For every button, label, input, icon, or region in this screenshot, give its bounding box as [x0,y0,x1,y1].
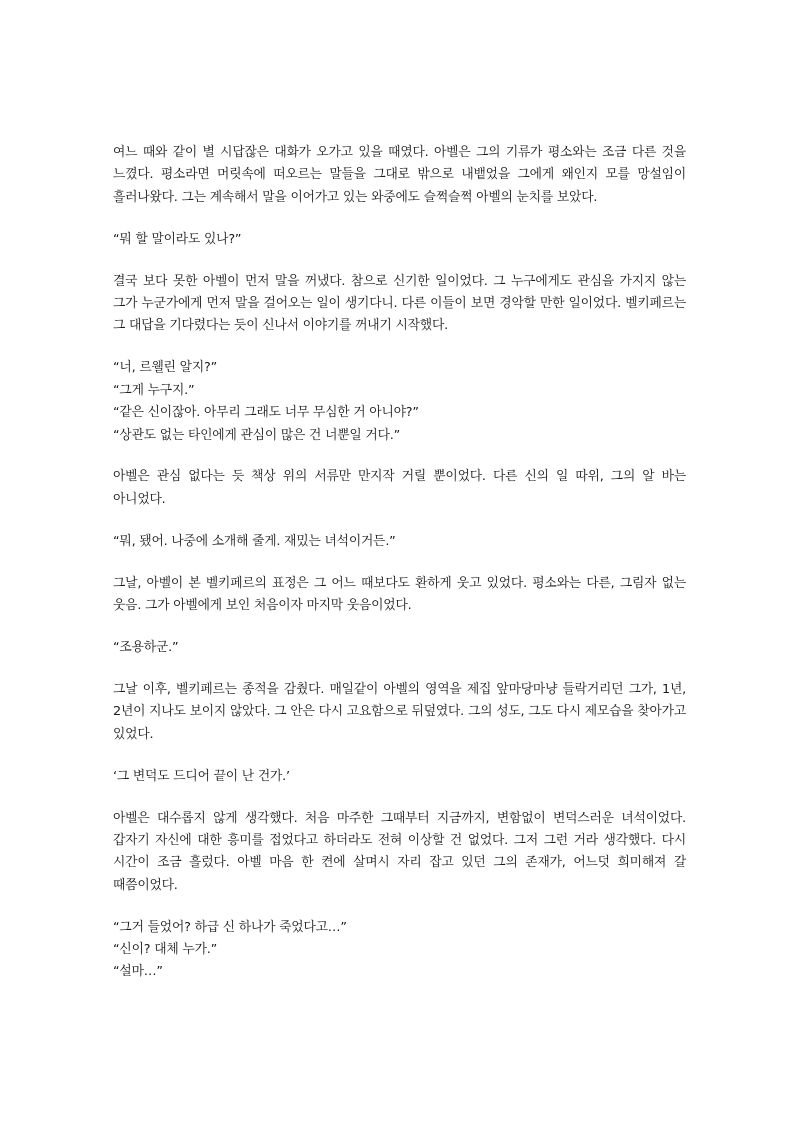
dialogue-line: “상관도 없는 타인에게 관심이 많은 건 너뿐일 거다.” [113,427,401,443]
paragraph: 아벨은 대수롭지 않게 생각했다. 처음 마주한 그때부터 지금까지, 변함없이 변덕스러운 녀석이었다. 갑자기 자신에 대한 흥미를 접었다고 하더라도 전혀 이상할 건 없었다. 그저 그런 거라 생각했다. 다시 시간이 조금 흘렀다. 아벨 마음 한 켠에 살며시 자리 잡고 있던 그의 존재가, 어느덧 희미해져 갈 때쯤이었다. [113,810,686,893]
dialogue-block [113,637,686,659]
paragraph: 그날, 아벨이 본 벨키페르의 표정은 그 어느 때보다도 환하게 웃고 있었다. 평소와는 다른, 그림자 없는 웃음. 그가 아벨에게 보인 처음이자 마지막 웃음이었다. [113,575,686,614]
inner-thought-line: ‘그 변덕도 드디어 끝이 난 건가.’ [113,768,290,784]
dialogue-line: “뭐, 됐어. 나중에 소개해 줄게. 재밌는 녀석이거든.” [113,533,396,549]
paragraph: 여느 때와 같이 별 시답잖은 대화가 오가고 있을 때였다. 아벨은 그의 기류가 평소와는 조금 다른 것을 느꼈다. 평소라면 머릿속에 떠오르는 말들을 그대로 밖으로 내뱉었을 그에게 왜인지 모를 망설임이 흘러나왔다. 그는 계속해서 말을 이어가고 있는 와중에도 슬쩍슬쩍 아벨의 눈치를 보았다. [113,145,686,205]
dialogue-line: “설마…” [113,964,163,980]
dialogue-line: “뭐 할 말이라도 있나?” [113,231,242,247]
dialogue-block [113,229,686,251]
dialogue-line: “조용하군.” [113,640,179,655]
dialogue-block [113,357,686,447]
paragraph: 그날 이후, 벨키페르는 종적을 감췄다. 매일같이 아벨의 영역을 제집 앞마당마냥 들락거리던 그가, 1년, 2년이 지나도 보이지 않았다. 그 안은 다시 고요함으로 뒤덮였다. 그의 성도, 그도 다시 제모습을 찾아가고 있었다. [113,681,686,742]
inner-thought-block [113,766,686,788]
paragraph: 결국 보다 못한 아벨이 먼저 말을 꺼냈다. 참으로 신기한 일이었다. 그 누구에게도 관심을 가지지 않는 그가 누군가에게 먼저 말을 걸어오는 일이 생기다니. 다른 이들이 보면 경악할 만한 일이었다. 벨키페르는 그 대답을 기다렸다는 듯이 신나서 이야기를 꺼내기 시작했다. [113,273,686,334]
document-page [113,142,686,1003]
dialogue-line: “너, 르웰린 알지?” [113,360,218,376]
dialogue-block [113,917,686,984]
dialogue-block [113,531,686,553]
paragraph: 아벨은 관심 없다는 듯 책상 위의 서류만 만지작 거릴 뿐이었다. 다른 신의 일 따위, 그의 알 바는 아니었다. [113,469,686,507]
dialogue-line: “그거 들었어? 하급 신 하나가 죽었다고…” [113,919,347,935]
dialogue-line: “같은 신이잖아. 아무리 그래도 너무 무심한 거 아니야?” [113,405,419,421]
dialogue-line: “신이? 대체 누가.” [113,942,218,958]
dialogue-line: “그게 누구지.” [113,382,195,398]
